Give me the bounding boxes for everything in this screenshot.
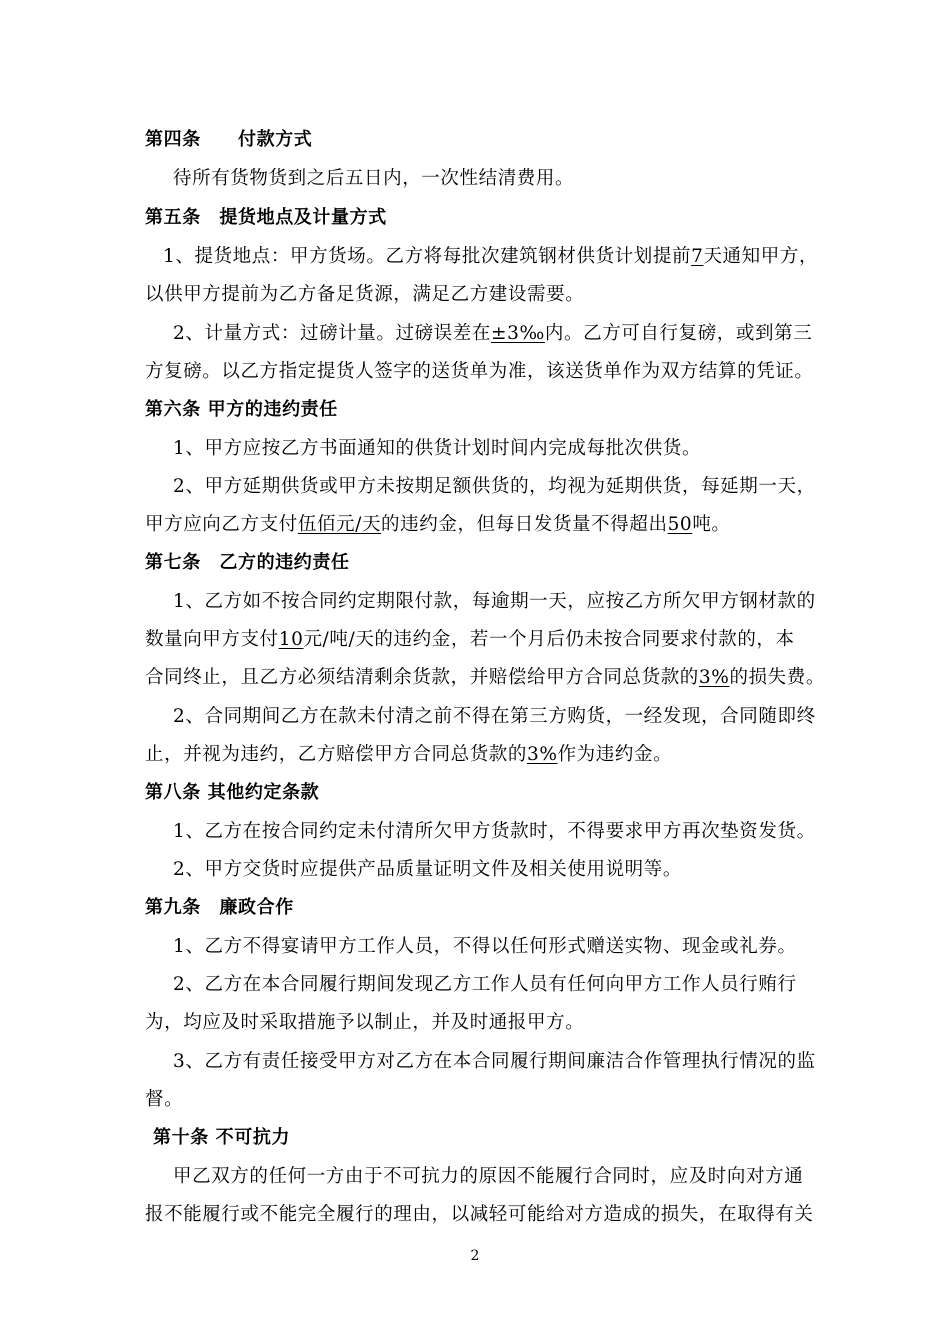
text: 的违约金，但每日发货量不得超出	[381, 514, 668, 535]
article-8-para-2: 2、甲方交货时应提供产品质量证明文件及相关使用说明等。	[173, 859, 682, 880]
article-4-para-1	[145, 167, 838, 191]
article-5-para-2-cont: 方复磅。以乙方指定提货人签字的送货单为准，该送货单作为双方结算的凭证。	[145, 361, 814, 382]
underlined-value: 3%	[527, 744, 558, 765]
article-7-para-1-cont2	[145, 666, 825, 690]
article-5-para-2	[145, 322, 838, 346]
article-9-para-1: 1、乙方不得宴请甲方工作人员，不得以任何形式赠送实物、现金或礼券。	[173, 936, 797, 957]
text: 1、提货地点：甲方货场。乙方将每批次建筑钢材供货计划提前	[163, 246, 692, 267]
article-6-para-1: 1、甲方应按乙方书面通知的供货计划时间内完成每批次供货。	[173, 438, 702, 459]
text: 的损失费。	[729, 667, 825, 688]
page-number: 2	[470, 1248, 480, 1264]
article-9-para-3: 3、乙方有责任接受甲方对乙方在本合同履行期间廉洁合作管理执行情况的监	[173, 1051, 816, 1072]
underlined-value: 3%	[698, 667, 730, 688]
text: 合同终止，且乙方必须结清剩余货款，并赔偿给甲方合同总货款的	[145, 667, 699, 688]
article-9-title: 第九条 廉政合作	[145, 897, 294, 918]
article-7-para-2-cont	[145, 743, 810, 767]
underlined-value: 10	[278, 629, 304, 650]
text: 数量向甲方支付	[145, 629, 279, 650]
article-10-title: 第十条 不可抗力	[153, 1127, 291, 1148]
article-5-para-1	[145, 245, 828, 269]
article-8-title: 第八条 其他约定条款	[145, 782, 320, 803]
article-4-title: 第四条 付款方式	[145, 129, 313, 150]
underlined-value: 50	[667, 514, 693, 535]
article-10-para-1-cont: 报不能履行或不能完全履行的理由，以减轻可能给对方造成的损失，在取得有关	[145, 1204, 814, 1225]
text: 天通知甲方，	[703, 246, 819, 267]
article-6-para-2-cont	[145, 513, 810, 537]
text: 止，并视为违约，乙方赔偿甲方合同总货款的	[145, 744, 528, 765]
article-7-para-1-cont	[145, 628, 810, 652]
article-8-para-1: 1、乙方在按合同约定未付清所欠甲方货款时，不得要求甲方再次垫资发货。	[173, 821, 816, 842]
article-9-para-2-cont: 为，均应及时采取措施予以制止，并及时通报甲方。	[145, 1012, 585, 1033]
text: 元/吨/天的违约金，若一个月后仍未按合同要求付款的，本	[303, 629, 795, 650]
text: 待所有货物货到之后五日内，一次性结清费用。	[173, 168, 575, 189]
article-7-title: 第七条 乙方的违约责任	[145, 552, 350, 573]
underlined-value: 伍佰元/天	[297, 514, 382, 535]
text: 2、计量方式：过磅计量。过磅误差在	[173, 323, 491, 344]
article-7-para-1: 1、乙方如不按合同约定期限付款，每逾期一天，应按乙方所欠甲方钢材款的	[173, 591, 816, 612]
article-5-para-1-cont: 以供甲方提前为乙方备足货源，满足乙方建设需要。	[145, 284, 585, 305]
text: 内。乙方可自行复磅，或到第三	[544, 323, 813, 344]
article-7-para-2: 2、合同期间乙方在款未付清之前不得在第三方购货，一经发现，合同随即终	[173, 706, 816, 727]
article-5-title: 第五条 提货地点及计量方式	[145, 207, 387, 228]
underlined-value: 7	[691, 246, 704, 267]
text: 作为违约金。	[557, 744, 673, 765]
article-6-title: 第六条 甲方的违约责任	[145, 399, 338, 420]
text: 甲方应向乙方支付	[145, 514, 298, 535]
article-9-para-2: 2、乙方在本合同履行期间发现乙方工作人员有任何向甲方工作人员行贿行	[173, 974, 797, 995]
article-6-para-2: 2、甲方延期供货或甲方未按期足额供货的，均视为延期供货，每延期一天，	[173, 476, 816, 497]
article-10-para-1: 甲乙双方的任何一方由于不可抗力的原因不能履行合同时，应及时向对方通	[173, 1166, 804, 1187]
text: 吨。	[692, 514, 731, 535]
article-9-para-3-cont: 督。	[145, 1089, 184, 1110]
underlined-value: ±3‰	[490, 323, 545, 344]
